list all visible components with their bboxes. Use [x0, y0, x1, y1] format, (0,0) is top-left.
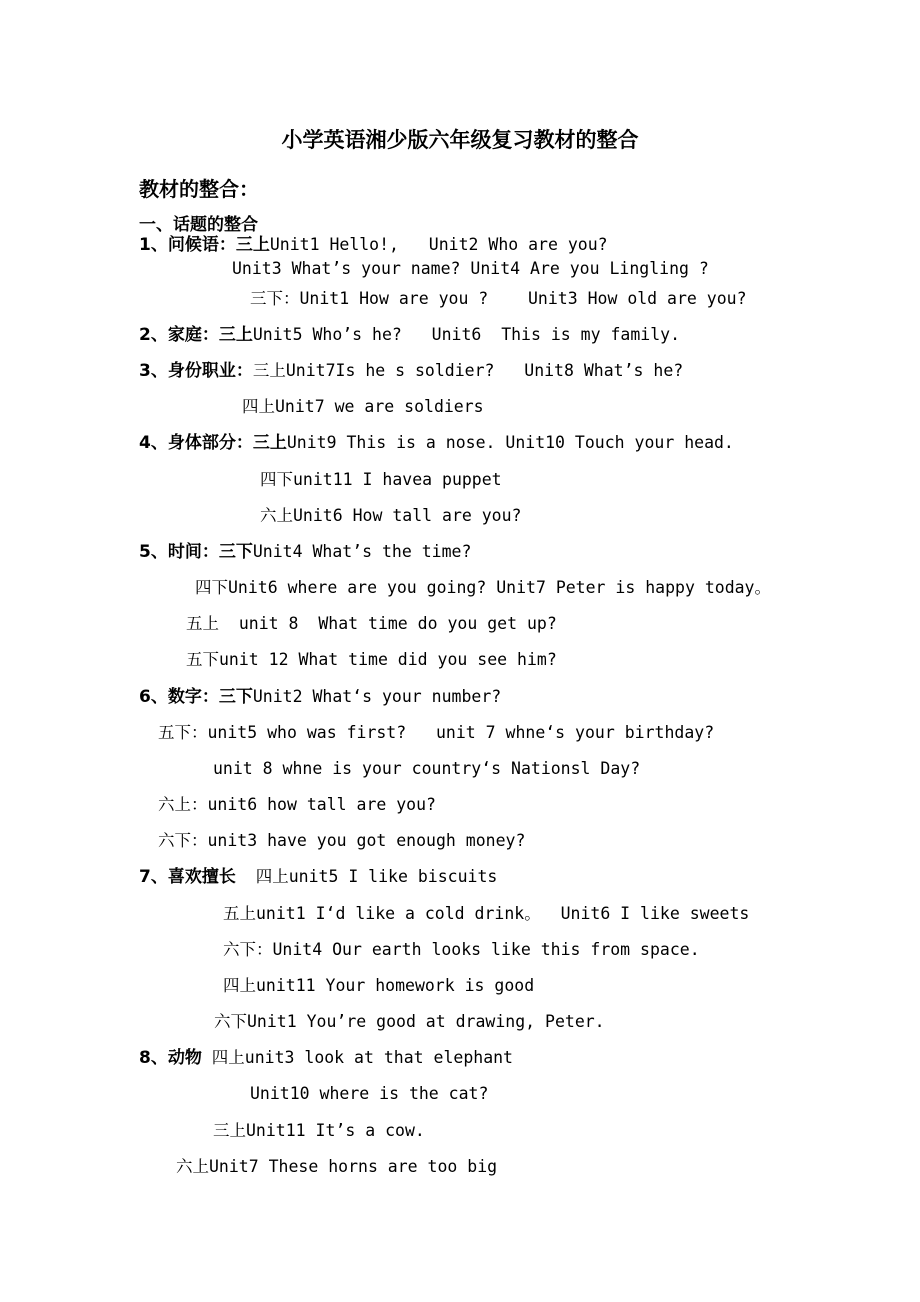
text-line: 8、动物 四上unit3 look at that elephant [139, 1048, 513, 1068]
text-line: Unit10 where is the cat? [250, 1084, 489, 1103]
text-line: 六上Unit7 These horns are too big [176, 1157, 498, 1176]
text-line: 六上：unit6 how tall are you? [158, 795, 436, 814]
text-line: 四上Unit7 we are soldiers [242, 397, 484, 416]
text-line: 1、问候语：三上Unit1 Hello!, Unit2 Who are you? [139, 235, 608, 255]
text-line: 2、家庭：三上Unit5 Who’s he? Unit6 This is my family. [139, 325, 680, 345]
text-line: 四下unit11 I havea puppet [260, 470, 502, 489]
text-line: 四上unit11 Your homework is good [223, 976, 535, 995]
text-line: 7、喜欢擅长 四上unit5 I like biscuits [139, 867, 498, 887]
subsection-heading: 一、话题的整合 [139, 215, 258, 235]
text-line: 五下：unit5 who was first? unit 7 whne‘s your birthday? [158, 723, 715, 742]
text-line: 五下unit 12 What time did you see him? [186, 650, 557, 669]
text-line: 三上Unit11 It’s a cow. [213, 1121, 425, 1140]
text-line: 3、身份职业：三上Unit7Is he s soldier? Unit8 What’s he? [139, 361, 684, 381]
text-line: 6、数字：三下Unit2 What‘s your number? [139, 687, 502, 707]
text-line: unit 8 whne is your country‘s Nationsl Day? [213, 759, 641, 778]
text-line: 4、身体部分：三上Unit9 This is a nose. Unit10 Touch your head. [139, 433, 734, 453]
text-line: 五上unit1 I‘d like a cold drink。 Unit6 I like sweets [223, 904, 750, 923]
text-line: 5、时间：三下Unit4 What’s the time? [139, 542, 472, 562]
text-line: 六上Unit6 How tall are you? [260, 506, 522, 525]
text-line: 三下：Unit1 How are you ? Unit3 How old are you? [250, 289, 747, 308]
text-line: 四下Unit6 where are you going? Unit7 Peter is happy today。 [195, 578, 771, 597]
section-heading: 教材的整合： [139, 177, 259, 201]
text-line: 六下：Unit4 Our earth looks like this from space. [223, 940, 700, 959]
document-title: 小学英语湘少版六年级复习教材的整合 [281, 128, 639, 152]
text-line: Unit3 What’s your name? Unit4 Are you Lingling ? [232, 259, 709, 278]
text-line: 六下Unit1 You’re good at drawing, Peter. [214, 1012, 605, 1031]
text-line: 五上 unit 8 What time do you get up? [186, 614, 557, 633]
text-line: 六下：unit3 have you got enough money? [158, 831, 526, 850]
